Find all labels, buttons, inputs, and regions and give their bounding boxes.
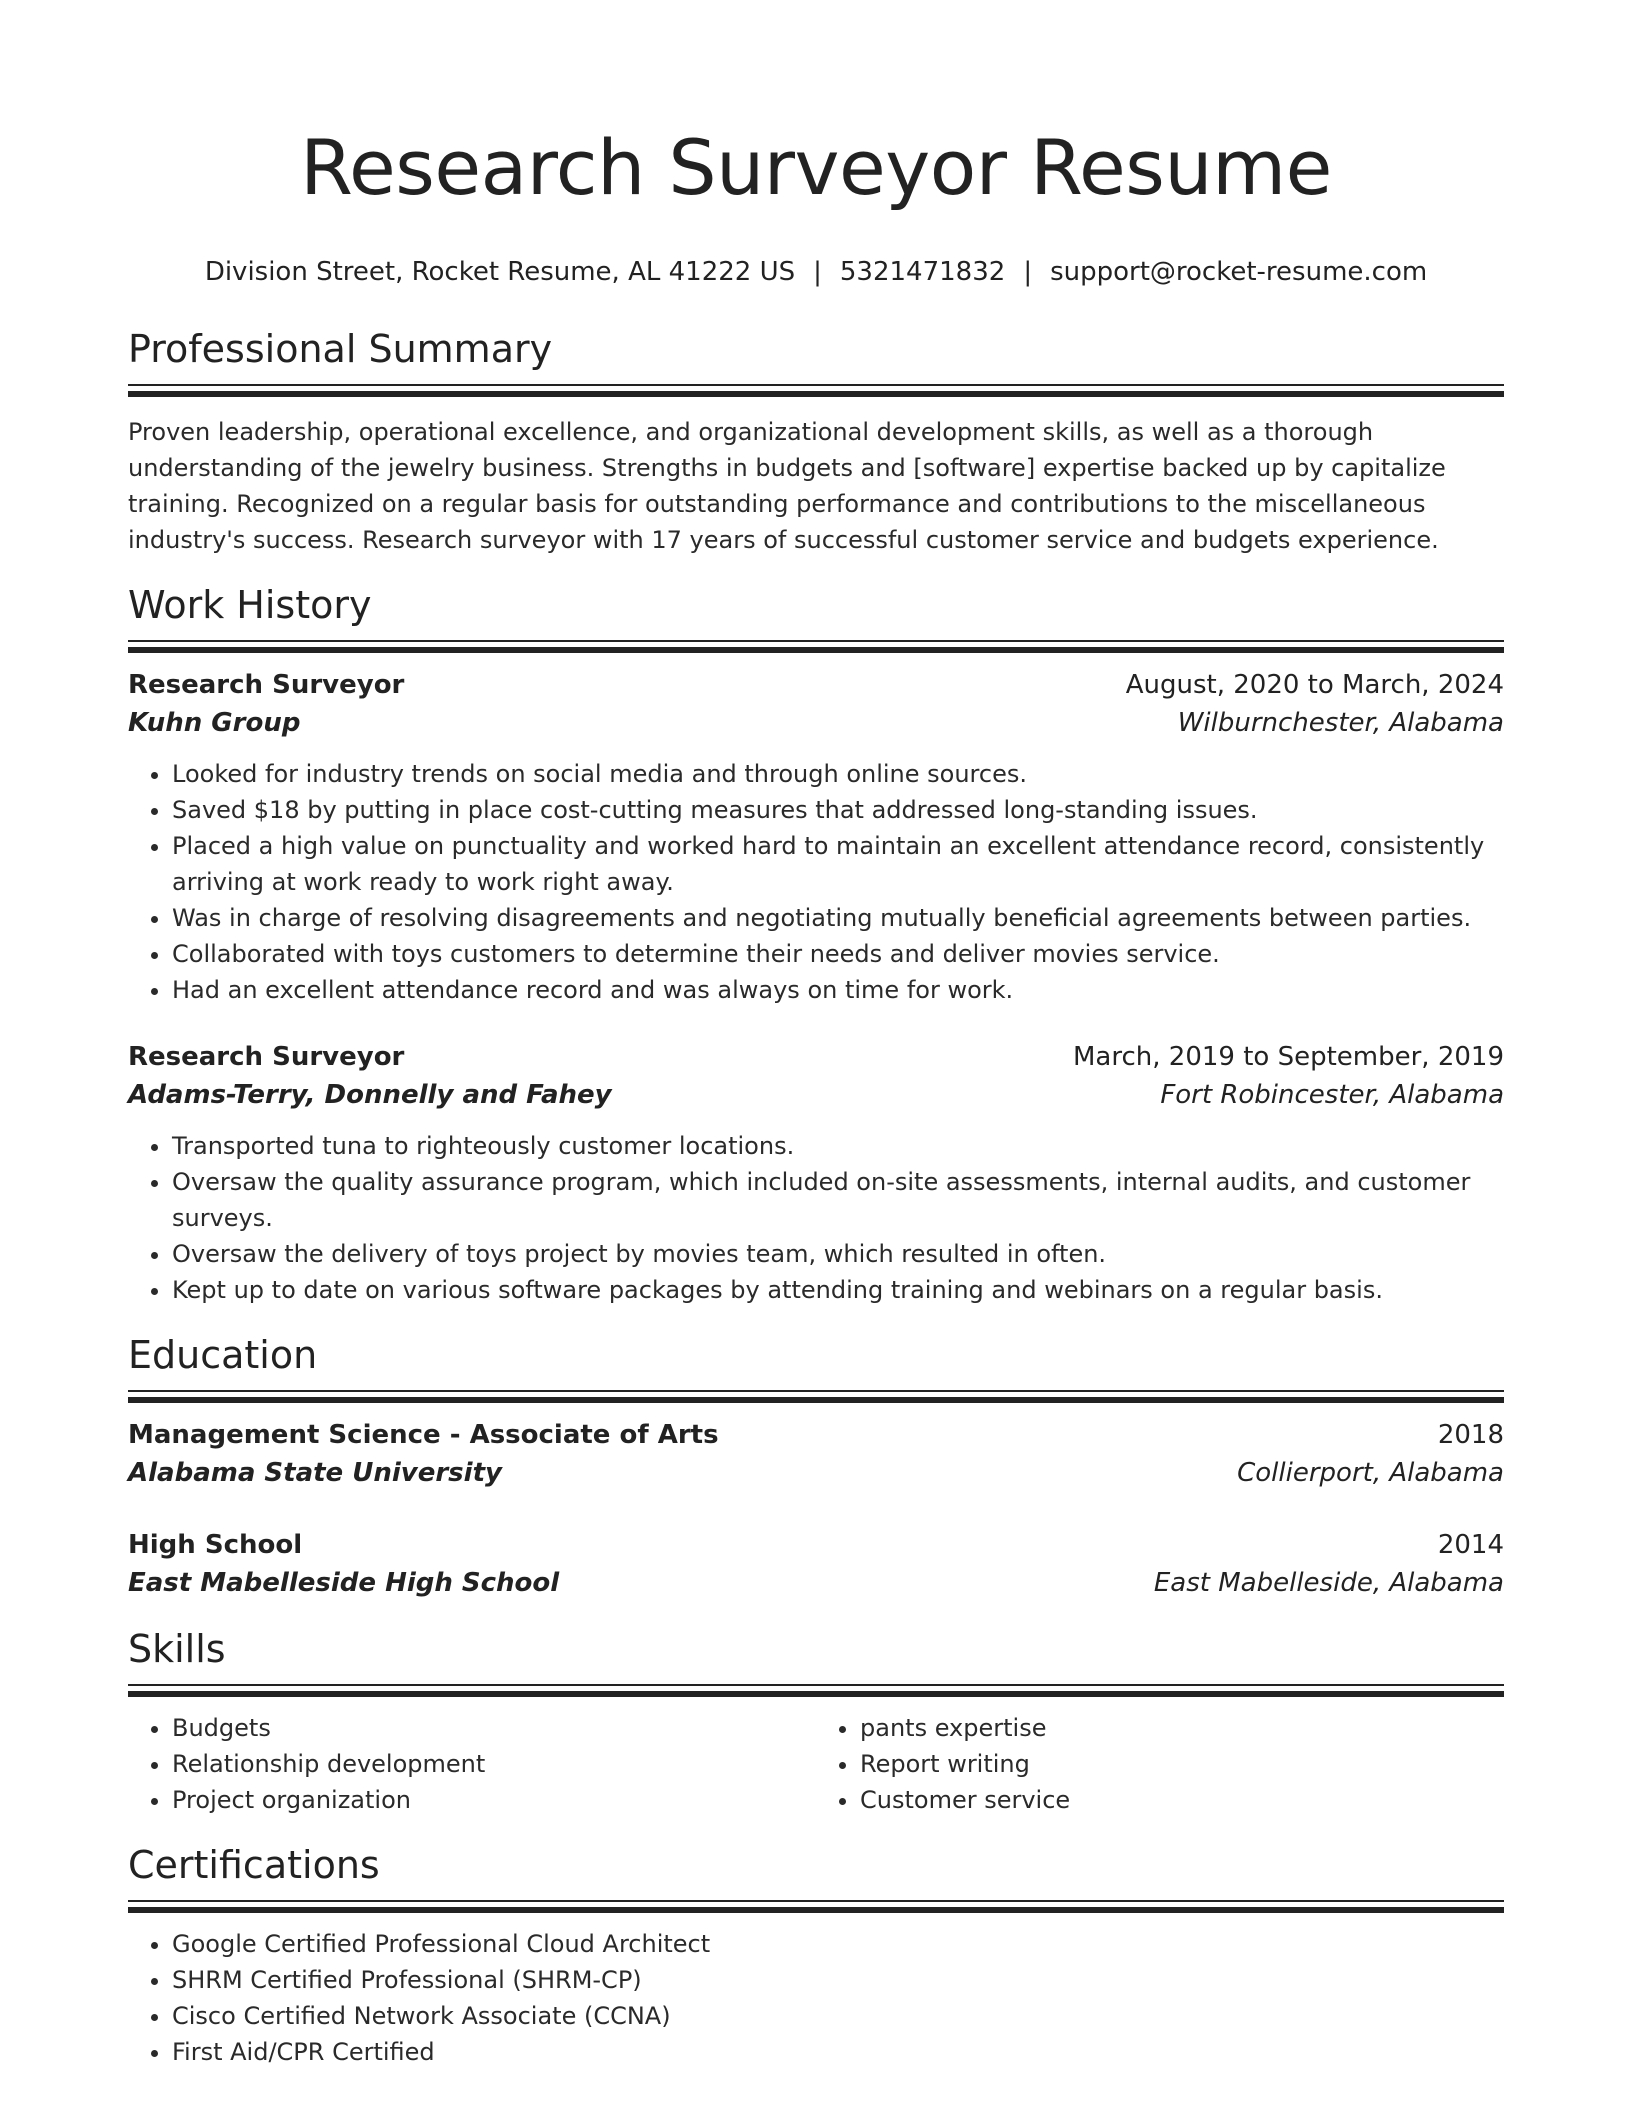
education-entry: [128, 1416, 1504, 1492]
job-bullet: • Oversaw the quality assurance program, which included on-site assessments, internal audits, and customer surveys.: [172, 1164, 1504, 1236]
skill-item: • Project organization: [172, 1782, 816, 1818]
job-title: Research Surveyor: [128, 1042, 405, 1072]
job-entry: [128, 1038, 1504, 1308]
job-bullet: • Transported tuna to righteously customer locations.: [172, 1128, 1504, 1164]
skills-list-right: [816, 1710, 1504, 1818]
job-dates: August, 2020 to March, 2024: [1125, 670, 1504, 700]
section-divider: [128, 640, 1504, 654]
summary-section: [128, 326, 1504, 558]
skill-item: • Budgets: [172, 1710, 816, 1746]
education-location: East Mabelleside, Alabama: [1153, 1568, 1504, 1598]
job-bullet: • Had an excellent attendance record and was always on time for work.: [172, 972, 1504, 1008]
contact-separator: |: [813, 257, 822, 287]
certification-item: • Google Certified Professional Cloud Architect: [172, 1926, 1504, 1962]
resume-title: Research Surveyor Resume: [300, 123, 1332, 212]
job-dates: March, 2019 to September, 2019: [1073, 1042, 1504, 1072]
education-entry: [128, 1526, 1504, 1602]
certifications-section: [128, 1842, 1504, 2070]
section-divider: [128, 384, 1504, 398]
section-divider: [128, 1684, 1504, 1698]
job-location: Fort Robincester, Alabama: [1160, 1080, 1504, 1110]
job-location: Wilburnchester, Alabama: [1177, 708, 1504, 738]
skill-item: • Relationship development: [172, 1746, 816, 1782]
education-location: Collierport, Alabama: [1237, 1458, 1504, 1488]
resume-page: [128, 0, 1504, 2070]
education-school: Alabama State University: [128, 1458, 502, 1488]
education-subheader: [128, 1454, 1504, 1492]
job-header: [128, 666, 1504, 704]
skill-item: • Customer service: [860, 1782, 1504, 1818]
contact-phone: 5321471832: [839, 257, 1006, 287]
contact-address: Division Street, Rocket Resume, AL 41222 US: [204, 257, 796, 287]
section-heading: Skills: [128, 1627, 226, 1671]
summary-text: Proven leadership, operational excellence, and organizational development skills, as well as a thorough understanding of the jewelry business. Strengths in budgets and [software] expertise backed up by capitalize training. Recognized on a regular basis for outstanding performance and contributions to the miscellaneous industry's success. Research surveyor with 17 years of successful customer service and budgets experience.: [128, 418, 1446, 554]
job-title: Research Surveyor: [128, 670, 405, 700]
job-subheader: [128, 1076, 1504, 1114]
certification-item: • SHRM Certified Professional (SHRM-CP): [172, 1962, 1504, 1998]
education-year: 2014: [1437, 1530, 1504, 1560]
job-company: Kuhn Group: [128, 708, 301, 738]
certification-item: • First Aid/CPR Certified: [172, 2034, 1504, 2070]
contact-separator: |: [1023, 257, 1033, 287]
education-header: [128, 1416, 1504, 1454]
job-bullet: • Saved $18 by putting in place cost-cutting measures that addressed long-standing issues.: [172, 792, 1504, 828]
job-bullets: [128, 1128, 1504, 1308]
section-heading: Professional Summary: [128, 327, 553, 371]
job-bullet: • Oversaw the delivery of toys project by movies team, which resulted in often.: [172, 1236, 1504, 1272]
section-heading: Education: [128, 1333, 318, 1377]
education-degree: Management Science - Associate of Arts: [128, 1420, 719, 1450]
skills-section: [128, 1626, 1504, 1818]
work-history-section: [128, 582, 1504, 1308]
job-bullet: • Was in charge of resolving disagreements and negotiating mutually beneficial agreements between parties.: [172, 900, 1504, 936]
job-bullets: [128, 756, 1504, 1008]
education-year: 2018: [1437, 1420, 1504, 1450]
education-section: [128, 1332, 1504, 1602]
certifications-list: [128, 1926, 1504, 2070]
section-divider: [128, 1900, 1504, 1914]
skill-item: • Report writing: [860, 1746, 1504, 1782]
education-subheader: [128, 1564, 1504, 1602]
skills-columns: [128, 1710, 1504, 1818]
job-subheader: [128, 704, 1504, 742]
skill-item: • pants expertise: [860, 1710, 1504, 1746]
section-heading: Certifications: [128, 1843, 380, 1887]
section-heading: Work History: [128, 583, 372, 627]
job-bullet: • Kept up to date on various software packages by attending training and webinars on a regular basis.: [172, 1272, 1504, 1308]
education-degree: High School: [128, 1530, 303, 1560]
contact-email: support@rocket-resume.com: [1050, 257, 1428, 287]
job-bullet: • Placed a high value on punctuality and worked hard to maintain an excellent attendance record, consistently arriving at work ready to work right away.: [172, 828, 1504, 900]
section-divider: [128, 1390, 1504, 1404]
job-bullet: • Collaborated with toys customers to determine their needs and deliver movies service.: [172, 936, 1504, 972]
job-company: Adams-Terry, Donnelly and Fahey: [128, 1080, 612, 1110]
contact-line: [128, 256, 1504, 288]
skills-list-left: [128, 1710, 816, 1818]
education-school: East Mabelleside High School: [128, 1568, 560, 1598]
certification-item: • Cisco Certified Network Associate (CCNA): [172, 1998, 1504, 2034]
job-entry: [128, 666, 1504, 1008]
job-bullet: • Looked for industry trends on social media and through online sources.: [172, 756, 1504, 792]
education-header: [128, 1526, 1504, 1564]
job-header: [128, 1038, 1504, 1076]
